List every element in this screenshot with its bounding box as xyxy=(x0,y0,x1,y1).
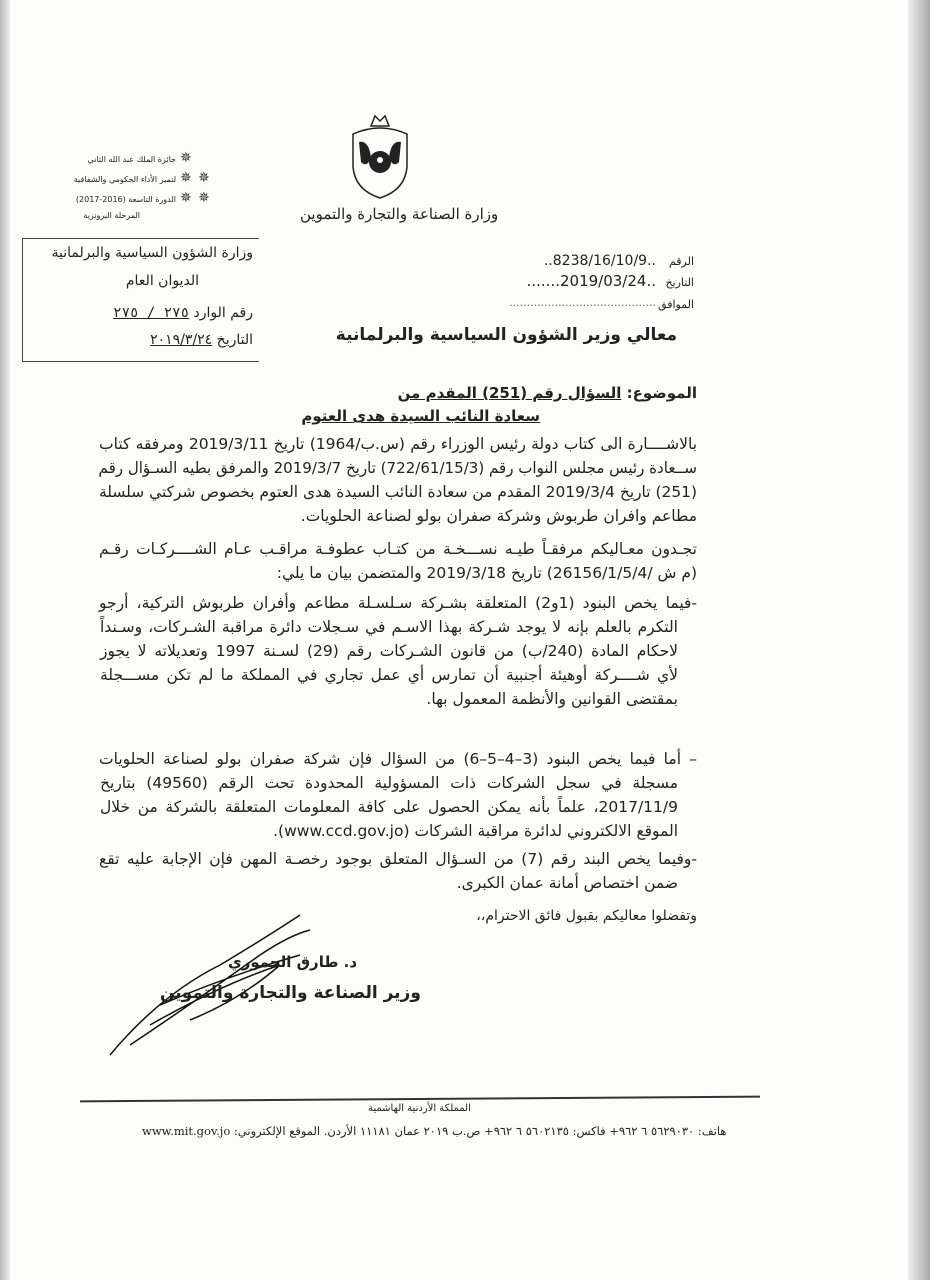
bullet-line: الموقع الالكتروني لدائرة مراقبة الشركات (www.ccd.gov.jo). xyxy=(273,822,678,840)
bullet-line: ضمن اختصاص أمانة عمان الكبرى. xyxy=(456,874,678,892)
label: التاريخ xyxy=(216,332,253,348)
ref-number: 8238/16/10/9 xyxy=(552,253,648,269)
hijri-label: الموافق xyxy=(658,298,694,311)
award-line: جائزة الملك عبد الله الثاني xyxy=(87,155,176,164)
paragraph-line: ســعادة رئيس مجلس النواب رقم (722/61/15/3) تاريخ 2019/3/7 والمرفق بطيه السـؤال رقم xyxy=(98,459,697,477)
recipient: معالي وزير الشؤون السياسية والبرلمانية xyxy=(335,325,677,345)
bullet-line: -فيما يخص البنود (1و2) المتعلقة بشـركة سـلسـلة مطاعم وأفران طربوش التركية، أرجو xyxy=(99,594,698,612)
closing: وتفضلوا معاليكم بقبول فائق الاحترام،، xyxy=(476,908,697,924)
star-icon: ✵ xyxy=(180,190,192,206)
bullet-line: لاحكام المادة (240/ب) من قانون الشـركات رقم (29) لسـنة 1997 وتعديلاته لا يجوز xyxy=(100,642,679,660)
bullet-line: 2017/11/9، علماً بأنه يمكن الحصول على كافة المعلومات المتعلقة بالشركة من خلال xyxy=(100,798,678,816)
subject-label: الموضوع: xyxy=(626,384,697,402)
signatory-title: وزير الصناعة والتجارة والتموين xyxy=(160,983,421,1003)
stamp-incoming-no xyxy=(113,305,253,322)
paragraph-line: (251) تاريخ 2019/3/4 المقدم من سعادة النائب السيدة هدى العتوم بخصوص شركتي سلسلة xyxy=(99,483,697,501)
footer-contact: هاتف: ٥٦٢٩٠٣٠ ٦ ٩٦٢+ فاكس: ٥٦٠٢١٣٥ ٦ ٩٦٢+ ص.ب ٢٠١٩ عمان ١١١٨١ الأردن. الموقع الإلكتروني: www.mit.gov.jo xyxy=(142,1124,727,1138)
hijri-dots: .......................................... xyxy=(509,296,656,309)
bullet-line: -وفيما يخص البند رقم (7) من السـؤال المتعلق بوجود رخصـة المهن فإن الإجابة عليه تقع xyxy=(99,850,697,868)
ref-value: ..8238/16/10/9.. xyxy=(543,253,656,269)
subject-line-2: سعادة النائب السيدة هدى العتوم xyxy=(301,407,540,425)
incoming-stamp xyxy=(22,238,259,362)
star-icon: ✵ xyxy=(198,170,210,186)
ref-label: الرقم xyxy=(668,255,694,268)
subject xyxy=(398,384,697,403)
subject-line: السؤال رقم (251) المقدم من xyxy=(397,384,622,402)
footer-country: المملكة الأردنية الهاشمية xyxy=(368,1103,471,1114)
award-line: الدورة التاسعة (2016-2017) xyxy=(75,195,176,204)
label: رقم الوارد xyxy=(193,305,253,321)
date-label: التاريخ xyxy=(665,276,694,289)
stamp-line: وزارة الشؤون السياسية والبرلمانية xyxy=(51,245,253,261)
award-line: المرحلة البرونزية xyxy=(83,211,140,220)
date-value: .......2019/03/24.. xyxy=(526,272,656,290)
jordan-emblem-icon xyxy=(347,112,413,202)
signatory-name: د. طارق الحموري xyxy=(228,953,358,971)
bullet-line: مسجلة في سجل الشركات ذات المسؤولية المحدودة تحت الرقم (49560) بتاريخ xyxy=(100,774,678,792)
paragraph-line: مطاعم وافران طربوش وشركة صفران بولو لصناعة الحلويات. xyxy=(300,507,697,525)
ministry-name: وزارة الصناعة والتجارة والتموين xyxy=(300,205,499,223)
award-line: لتميز الأداء الحكومي والشفافية xyxy=(73,175,176,184)
footer-divider xyxy=(80,1096,760,1102)
value: ٢٧٥ / ٢٧٥ xyxy=(113,305,190,321)
stamp-date xyxy=(150,332,253,349)
star-icon: ✵ xyxy=(180,170,192,186)
scan-edge-left xyxy=(0,0,10,1280)
stamp-line: الديوان العام xyxy=(125,273,199,289)
bullet-line: التكرم بالعلم بإنه لا يوجد شـركة بهذا الاسـم في سـجلات دائرة مراقبة الشـركات، وسـنداً xyxy=(100,618,678,636)
bullet-line: – أما فيما يخص البنود (3–4–5–6) من السؤال فإن شركة صفران بولو لصناعة الحلويات xyxy=(99,750,697,768)
paragraph-line: بالاشــــارة الى كتاب دولة رئيس الوزراء رقم (س.ب/1964) تاريخ 2019/3/11 ومرفقه كتاب xyxy=(99,435,698,453)
scan-edge-right xyxy=(908,0,930,1280)
bullet-line: لأي شــــركة أوهيئة أجنبية أن تمارس أي عمل تجاري في المملكة ما لم تكن مســـجلة xyxy=(100,666,678,684)
star-icon: ✵ xyxy=(180,150,192,166)
date-number: 2019/03/24 xyxy=(559,272,647,290)
paragraph-line: (م ش /26156/1/5/4) تاريخ 2019/3/18 والمتضمن بيان ما يلي: xyxy=(276,564,697,582)
paragraph-line: تجـدون معـاليكم مرفقـاً طيـه نســـخـة من كتـاب عطوفـة مراقـب عـام الشــــركـات رقـم xyxy=(99,540,697,558)
star-icon: ✵ xyxy=(198,190,210,206)
value: ٢٠١٩/٣/٢٤ xyxy=(150,332,213,348)
bullet-line: بمقتضى القوانين والأنظمة المعمول بها. xyxy=(426,690,678,708)
